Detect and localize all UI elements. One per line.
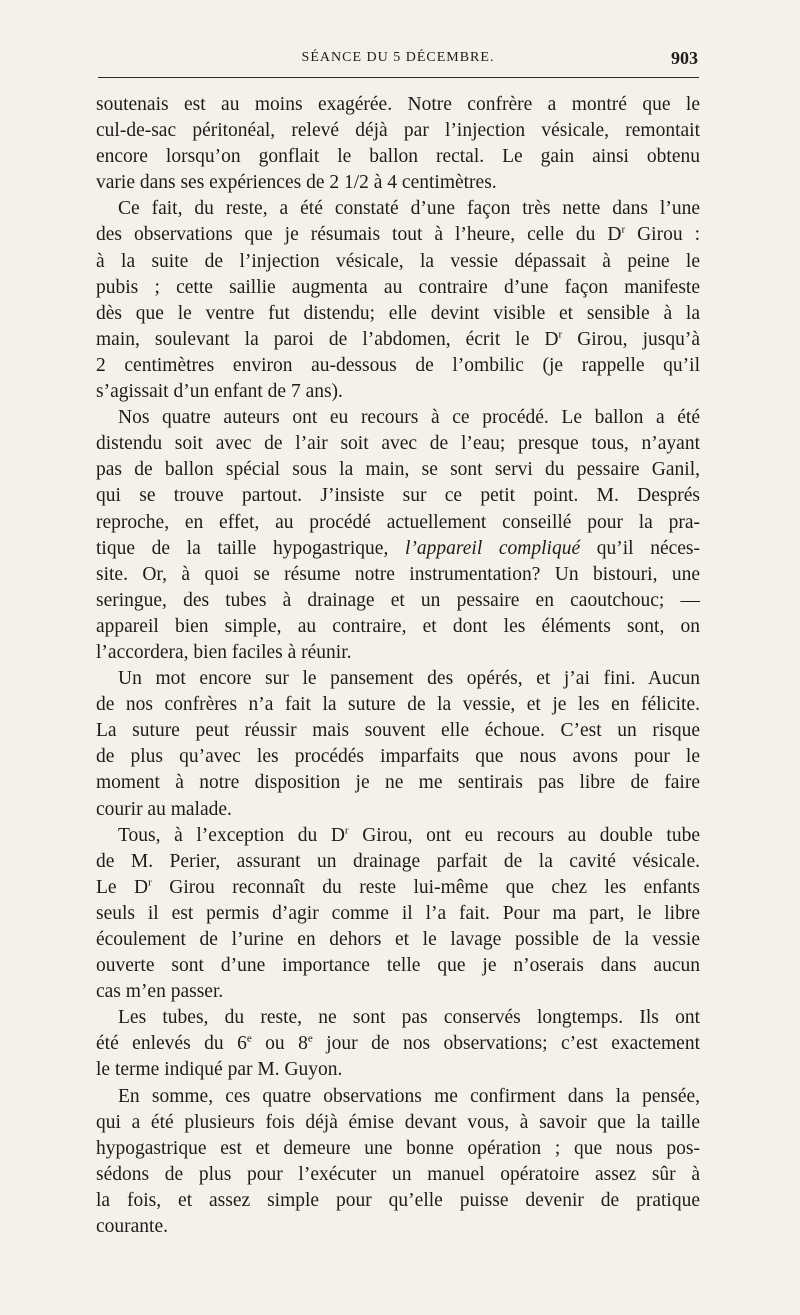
- text-line: tique de la taille hypogastrique, l’appareil compliqué qu’il néces-: [96, 537, 700, 559]
- text-line: Ce fait, du reste, a été constaté d’une façon très nette dans l’une: [118, 198, 700, 220]
- text-line: Les tubes, du reste, ne sont pas conservés longtemps. Ils ont: [118, 1007, 700, 1029]
- text-line: reproche, en effet, au procédé actuellement conseillé pour la pra-: [96, 511, 700, 533]
- text-line: La suture peut réussir mais souvent elle échoue. C’est un risque: [96, 720, 700, 742]
- text-line: appareil bien simple, au contraire, et dont les éléments sont, on: [96, 615, 700, 637]
- body-text: [96, 92, 700, 1240]
- text-line: moment à notre disposition je ne me sentirais pas libre de faire: [96, 772, 700, 794]
- running-title: SÉANCE DU 5 DÉCEMBRE.: [301, 50, 495, 65]
- text-line: ouverte sont d’une importance telle que je n’oserais dans aucun: [96, 955, 700, 977]
- text-line: l’accordera, bien faciles à réunir.: [96, 641, 352, 663]
- text-line: de nos confrères n’a fait la suture de la vessie, et je les en félicite.: [96, 694, 700, 716]
- text-line: qui se trouve partout. J’insiste sur ce petit point. M. Després: [96, 485, 700, 507]
- header-rule: [98, 77, 699, 78]
- text-line: main, soulevant la paroi de l’abdomen, écrit le $D^r$ Girou, jusqu’à: [96, 328, 700, 350]
- page-number: 903: [671, 48, 698, 68]
- text-line: à la suite de l’injection vésicale, la vessie dépassait à peine le: [96, 250, 700, 272]
- text-line: pubis ; cette saillie augmenta au contraire d’une façon manifeste: [96, 276, 700, 298]
- text-line: soutenais est au moins exagérée. Notre confrère a montré que le: [96, 94, 700, 115]
- text-line: de plus qu’avec les procédés imparfaits que nous avons pour le: [96, 746, 700, 768]
- text-line: En somme, ces quatre observations me confirment dans la pensée,: [118, 1085, 700, 1107]
- text-line: s’agissait d’un enfant de 7 ans).: [96, 381, 343, 403]
- text-line: courir au malade.: [96, 798, 232, 820]
- text-line: Tous, à l’exception du $D^r$ Girou, ont eu recours au double tube: [118, 824, 700, 846]
- text-line: des observations que je résumais tout à l’heure, celle du $D^r$ Girou :: [96, 223, 700, 246]
- text-line: Le $D^r$ Girou reconnaît du reste lui-même que chez les enfants: [96, 876, 700, 898]
- text-line: cas m’en passer.: [96, 981, 224, 1003]
- text-line: encore lorsqu’on gonflait le ballon rectal. Le gain ainsi obtenu: [96, 146, 700, 168]
- text-line: cul-de-sac péritonéal, relevé déjà par l’injection vésicale, remontait: [96, 120, 700, 142]
- text-line: écoulement de l’urine en dehors et le lavage possible de la vessie: [96, 929, 700, 950]
- text-line: Un mot encore sur le pansement des opérés, et j’ai fini. Aucun: [118, 668, 700, 690]
- text-line: la fois, et assez simple pour qu’elle puisse devenir de pratique: [96, 1189, 700, 1211]
- text-line: hypogastrique est et demeure une bonne opération ; que nous pos-: [96, 1137, 700, 1159]
- text-line: dès que le ventre fut distendu; elle devint visible et sensible à la: [96, 302, 700, 324]
- text-line: le terme indiqué par M. Guyon.: [96, 1059, 343, 1081]
- text-line: distendu soit avec de l’air soit avec de l’eau; presque tous, n’ayant: [96, 433, 700, 455]
- running-head: [96, 48, 700, 72]
- text-line: courante.: [96, 1216, 169, 1238]
- text-line: de M. Perier, assurant un drainage parfait de la cavité vésicale.: [96, 850, 700, 872]
- text-line: Nos quatre auteurs ont eu recours à ce procédé. Le ballon a été: [118, 407, 700, 429]
- text-line: pas de ballon spécial sous la main, se sont servi du pessaire Ganil,: [96, 459, 700, 481]
- text-line: sédons de plus pour l’exécuter un manuel opératoire assez sûr à: [96, 1163, 700, 1185]
- text-line: site. Or, à quoi se résume notre instrumentation? Un bistouri, une: [96, 563, 700, 585]
- text-line: qui a été plusieurs fois déjà émise devant vous, à savoir que la taille: [96, 1111, 700, 1133]
- text-line: seringue, des tubes à drainage et un pessaire en caoutchouc; —: [96, 589, 700, 611]
- text-line: 2 centimètres environ au-dessous de l’ombilic (je rappelle qu’il: [96, 354, 700, 376]
- text-line: varie dans ses expériences de 2 1/2 à 4 centimètres.: [96, 172, 497, 194]
- text-line: été enlevés du 6e ou 8e jour de nos observations; c’est exactement: [96, 1032, 701, 1055]
- text-line: seuls il est permis d’agir comme il l’a fait. Pour ma part, le libre: [96, 902, 700, 924]
